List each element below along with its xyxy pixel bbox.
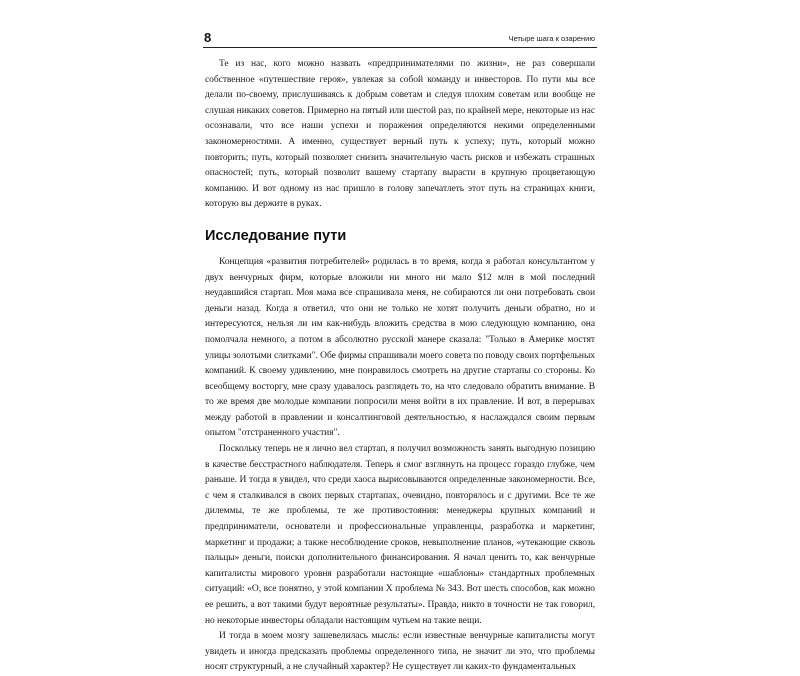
section-heading: Исследование пути: [205, 227, 347, 244]
page-body: [205, 57, 595, 676]
body-paragraph: И тогда в моем мозгу зашевелилась мысль: если известные венчурные капиталисты могут увидеть и иногда предсказать проблемы определенного типа, не значит ли это, что проблемы носят структурный, а не случайный характер? Не существует ли каких-то фундаментальных: [205, 631, 595, 673]
running-title: Четыре шага к озарению: [508, 34, 595, 43]
body-paragraph: Концепция «развития потребителей» родилась в то время, когда я работал консультантом у двух венчурных фирм, которые вложили ни много ни мало $12 млн в мой последний неудавшийся стартап. Моя мама все спрашивала меня, не собираются ли они потребовать свои деньги назад. Когда я ответил, что они не только не хотят получить деньги обратно, но и интересуются, нельзя ли им как-нибудь вложить средства в мою следующую компанию, она помолчала немного, а потом в абсолютно русской манере сказала: "Только в Америке мостят улицы золотыми слитками". Обе фирмы спрашивали моего совета по поводу своих портфельных компаний. К своему удивлению, мне понравилось смотреть на другие стартапы со стороны. Ко всеобщему восторгу, мне сразу удавалось разглядеть то, на что следовало обратить внимание. В то же время две молодые компании попросили меня войти в их правление. И вот, в перерывах между работой в правлении и консалтинговой деятельностью, я наслаждался своим первым опытом "отстраненного участия".: [205, 256, 595, 439]
body-paragraph: Поскольку теперь не я лично вел стартап, я получил возможность занять выгодную позицию в качестве бесстрастного наблюдателя. Теперь я смог взглянуть на процесс гораздо глубже, чем раньше. И тогда я увидел, что среди хаоса вырисовываются определенные закономерности. Все, с чем я сталкивался в своих первых стартапах, очевидно, повторялось и с другими. Все те же дилеммы, те же проблемы, те же противостояния: менеджеры крупных компаний и предприниматели, основатели и профессиональные управленцы, разработка и маркетинг, маркетинг и продажи; а также несоблюдение сроков, невыполнение планов, «утекающие сквозь пальцы» деньги, поиски дополнительного финансирования. Я начал ценить то, как венчурные капиталисты мирового уровня разработали настоящие «шаблоны» стандартных проблемных ситуаций: «О, все понятно, у этой компании Х проблема № 343. Вот шесть способов, как можно ее решить, а вот такими будут вероятные результаты». Правда, никто в точности не так говорил, но некоторые инвесторы обладали настоящим чутьем на такие вещи.: [205, 444, 595, 626]
intro-paragraph: Те из нас, кого можно назвать «предпринимателями по жизни», не раз совершали собственное «путешествие героя», увлекая за собой команду и инвесторов. По пути мы все делали по-своему, прислушиваясь к добрым советам и следуя плохим советам или вообще не слушая никаких советов. Примерно на пятый или шестой раз, по крайней мере, некоторые из нас осознавали, что все наши успехи и поражения определяются некими определенными закономерностями. А именно, существует верный путь к успеху; путь, который можно повторить; путь, который позволяет снизить значительную часть рисков и избежать страшных опасностей; путь, который позволит вашему стартапу вырасти в крупную процветающую компанию. И вот одному из нас пришло в голову запечатлеть этот путь на страницах книги, которую вы держите в руках.: [205, 59, 595, 210]
running-head: [203, 31, 597, 48]
page-number: 8: [204, 30, 212, 45]
